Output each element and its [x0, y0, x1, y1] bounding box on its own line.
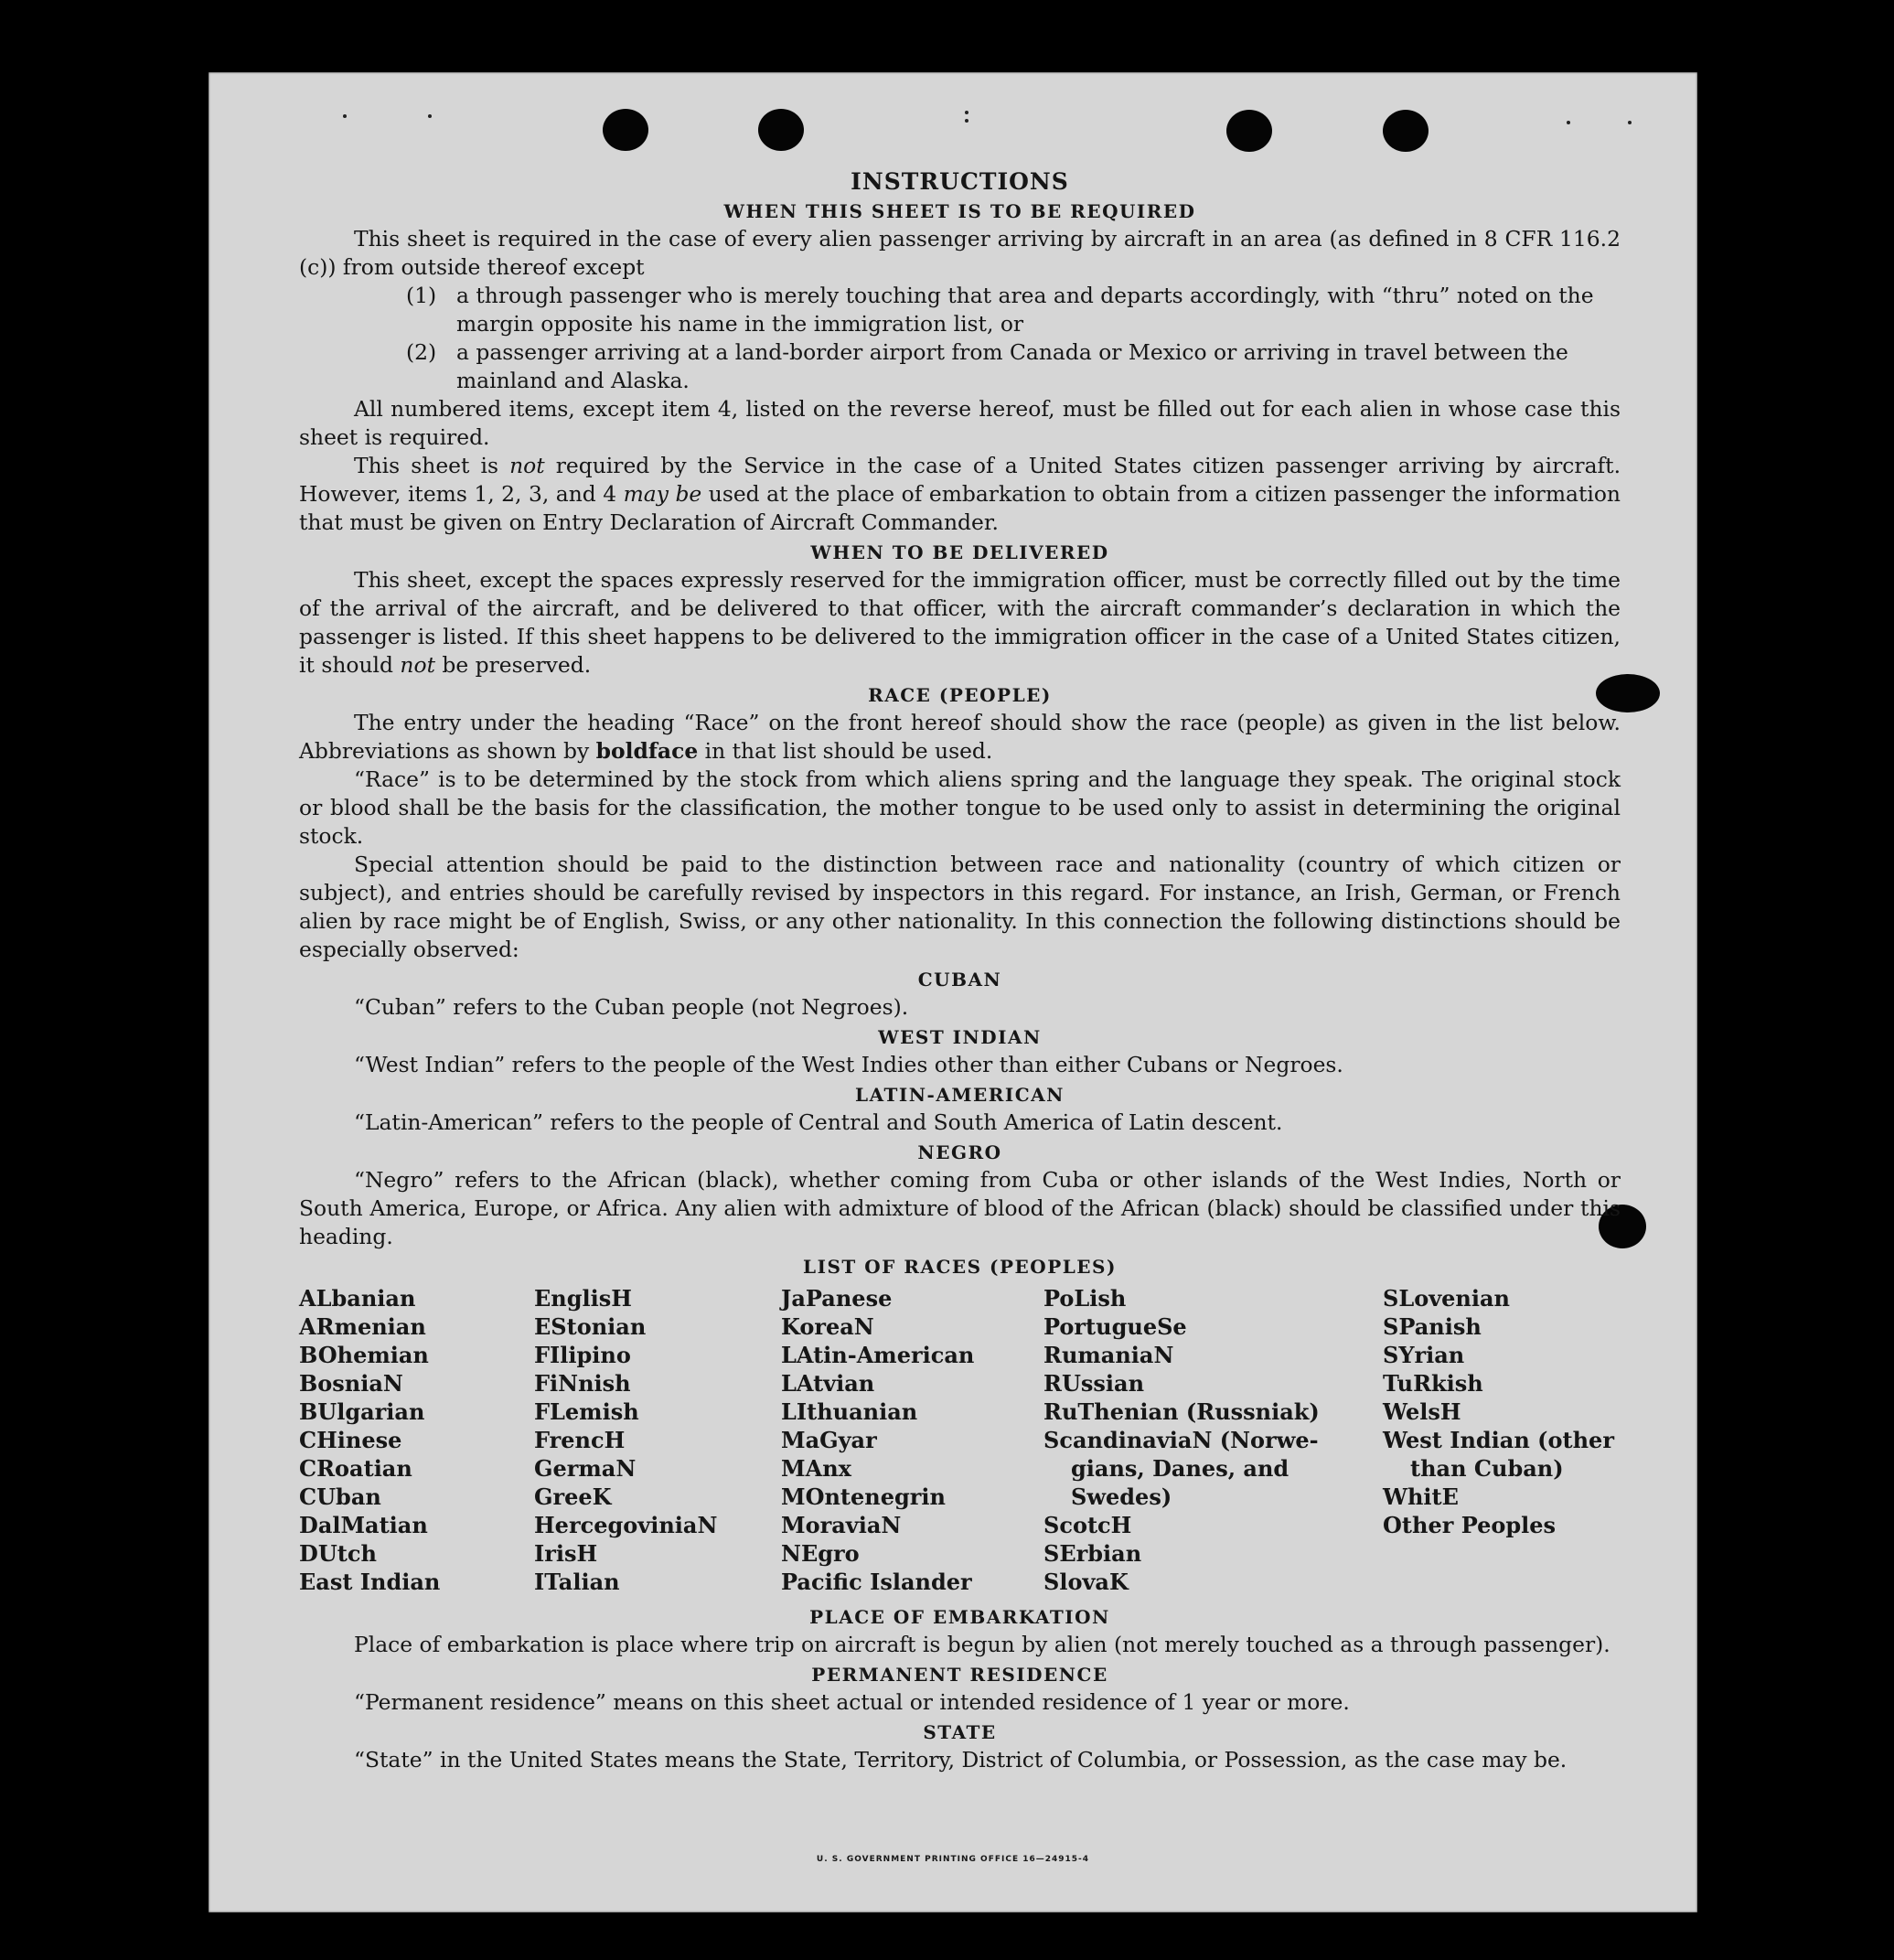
heading-permanent-residence: PERMANENT RESIDENCE: [811, 1664, 1108, 1686]
race-entry: FIlipino: [534, 1342, 631, 1368]
race-entry: IrisH: [534, 1540, 598, 1567]
race-entry: East Indian: [299, 1569, 441, 1595]
race-entry: SLovenian: [1383, 1285, 1510, 1312]
west-indian-definition: “West Indian” refers to the people of the West Indies other than either Cubans or Negroes.: [354, 1052, 1343, 1077]
race-entry: NEgro: [781, 1540, 860, 1567]
speck: [428, 114, 432, 118]
heading-when-required: WHEN THIS SHEET IS TO BE REQUIRED: [723, 200, 1196, 222]
race-entry: BUlgarian: [299, 1398, 425, 1425]
race-entry: LIthuanian: [781, 1398, 918, 1425]
race-entry: FLemish: [534, 1398, 639, 1425]
race-paragraph-3: Special attention should be paid to the distinction between race and nationality (country of which citizen or subject), and entries should be carefully revised by inspectors in this regard. For instance, an Irish, German, or French alien by race might be of English, Swiss, or any other nationality. In this connection the following distinctions should be especially observed:: [299, 851, 1621, 962]
races-list: [299, 1284, 1621, 1596]
embarkation-definition: Place of embarkation is place where trip on aircraft is begun by alien (not merely touched as a through passenger).: [354, 1632, 1610, 1657]
heading-cuban: CUBAN: [917, 969, 1002, 991]
race-entry: TuRkish: [1383, 1370, 1483, 1397]
race-entry: GermaN: [534, 1455, 637, 1482]
punch-hole: [758, 109, 804, 151]
race-entry: LAtin-American: [781, 1342, 975, 1368]
negro-definition: “Negro” refers to the African (black), whether coming from Cuba or other islands of the West Indies, North or South America, Europe, or Africa. Any alien with admixture of blood of the African (black) should be classified under this heading.: [299, 1167, 1621, 1249]
race-entry: SlovaK: [1043, 1569, 1129, 1595]
state-definition: “State” in the United States means the State, Territory, District of Columbia, or Possession, as the case may be.: [354, 1747, 1568, 1773]
speck: [1628, 121, 1632, 124]
race-entry: ScotcH: [1043, 1512, 1132, 1538]
race-entry: MAnx: [781, 1455, 851, 1482]
cuban-definition: “Cuban” refers to the Cuban people (not Negroes).: [354, 994, 909, 1020]
speck: [343, 114, 347, 118]
race-entry: ITalian: [534, 1569, 620, 1595]
race-entry: DalMatian: [299, 1512, 428, 1538]
required-intro: This sheet is required in the case of every alien passenger arriving by aircraft in an area (as defined in 8 CFR 116.2 (c)) from outside thereof except: [299, 226, 1621, 280]
race-entry: PoLish: [1043, 1285, 1127, 1312]
race-paragraph-1: The entry under the heading “Race” on the front hereof should show the race (people) as given in the list below. Abbreviations as shown by boldface in that list should be used.: [299, 710, 1621, 764]
heading-latin-american: LATIN-AMERICAN: [855, 1084, 1065, 1106]
race-entry: LAtvian: [781, 1370, 875, 1397]
race-entry-continued: Swedes): [1071, 1483, 1172, 1510]
residence-definition: “Permanent residence” means on this sheet actual or intended residence of 1 year or more.: [354, 1689, 1350, 1715]
speck: [965, 119, 968, 123]
numbered-items-paragraph: All numbered items, except item 4, listed on the reverse hereof, must be filled out for each alien in whose case this sheet is required.: [299, 396, 1621, 450]
races-column: [1383, 1284, 1621, 1596]
exception-item: [299, 282, 1621, 338]
race-entry: MaGyar: [781, 1427, 877, 1453]
heading-negro: NEGRO: [917, 1141, 1002, 1163]
race-entry: PortugueSe: [1043, 1313, 1187, 1340]
punch-hole: [603, 109, 648, 151]
races-column: [534, 1284, 781, 1596]
heading-place-of-embarkation: PLACE OF EMBARKATION: [809, 1606, 1110, 1628]
race-entry: DUtch: [299, 1540, 377, 1567]
item-text: a through passenger who is merely touching that area and departs accordingly, with “thru” noted on the margin opposite his name in the immigration list, or: [456, 283, 1594, 337]
race-entry-continued: than Cuban): [1410, 1455, 1564, 1482]
race-entry: MoraviaN: [781, 1512, 902, 1538]
race-entry: BosniaN: [299, 1370, 403, 1397]
race-entry: FrencH: [534, 1427, 626, 1453]
race-entry-continued: gians, Danes, and: [1071, 1455, 1289, 1482]
item-number: (2): [406, 339, 437, 365]
instruction-sheet: [209, 72, 1697, 1912]
race-entry: EnglisH: [534, 1285, 632, 1312]
race-entry: BOhemian: [299, 1342, 429, 1368]
race-entry: West Indian (other: [1383, 1427, 1614, 1453]
race-entry: ARmenian: [299, 1313, 426, 1340]
race-entry: KoreaN: [781, 1313, 874, 1340]
title-instructions: INSTRUCTIONS: [851, 168, 1069, 195]
punch-hole: [1383, 110, 1429, 152]
race-entry: EStonian: [534, 1313, 647, 1340]
speck: [965, 111, 968, 114]
latin-american-definition: “Latin-American” refers to the people of Central and South America of Latin descent.: [354, 1109, 1283, 1135]
race-entry: HercegoviniaN: [534, 1512, 718, 1538]
race-entry: WhitE: [1383, 1483, 1459, 1510]
race-entry: WelsH: [1383, 1398, 1461, 1425]
race-entry: SYrian: [1383, 1342, 1465, 1368]
heading-when-delivered: WHEN TO BE DELIVERED: [810, 541, 1109, 563]
speck: [1567, 121, 1570, 124]
printing-office-footer: U. S. GOVERNMENT PRINTING OFFICE 16—24915-4: [816, 1855, 1090, 1864]
race-entry: JaPanese: [781, 1285, 893, 1312]
citizen-paragraph: This sheet is not required by the Service in the case of a United States citizen passenger arriving by aircraft. However, items 1, 2, 3, and 4 may be used at the place of embarkation to obtain from a citizen passenger the information that must be given on Entry Declaration of Aircraft Commander.: [299, 453, 1621, 535]
sheet-content: [299, 167, 1621, 1774]
exception-item: [299, 338, 1621, 395]
race-paragraph-2: “Race” is to be determined by the stock from which aliens spring and the language they speak. The original stock or blood shall be the basis for the classification, the mother tongue to be used only to assist in determining the original stock.: [299, 766, 1621, 849]
race-entry: CUban: [299, 1483, 381, 1510]
races-column: [1043, 1284, 1383, 1596]
heading-list-of-races: LIST OF RACES (PEOPLES): [803, 1256, 1117, 1278]
heading-west-indian: WEST INDIAN: [878, 1026, 1042, 1048]
heading-race: RACE (PEOPLE): [868, 684, 1052, 706]
races-column: [781, 1284, 1043, 1596]
race-entry: SErbian: [1043, 1540, 1142, 1567]
punch-hole: [1226, 110, 1272, 152]
race-entry: CRoatian: [299, 1455, 412, 1482]
race-entry: SPanish: [1383, 1313, 1482, 1340]
race-entry: Other Peoples: [1383, 1512, 1557, 1538]
race-entry: MOntenegrin: [781, 1483, 946, 1510]
race-entry: ScandinaviaN (Norwe-: [1043, 1427, 1319, 1453]
race-entry: RumaniaN: [1043, 1342, 1174, 1368]
race-entry: GreeK: [534, 1483, 612, 1510]
races-column: [299, 1284, 534, 1596]
race-entry: RuThenian (Russniak): [1043, 1398, 1320, 1425]
item-number: (1): [406, 283, 437, 308]
race-entry: FiNnish: [534, 1370, 631, 1397]
item-text: a passenger arriving at a land-border airport from Canada or Mexico or arriving in travel between the mainland and Alaska.: [456, 339, 1568, 393]
race-entry: Pacific Islander: [781, 1569, 972, 1595]
race-entry: ALbanian: [299, 1285, 416, 1312]
delivered-paragraph: This sheet, except the spaces expressly reserved for the immigration officer, must be correctly filled out by the time of the arrival of the aircraft, and be delivered to that officer, with the aircraft commander’s declaration in which the passenger is listed. If this sheet happens to be delivered to the immigration officer in the case of a United States citizen, it should not be preserved.: [299, 567, 1621, 678]
race-entry: RUssian: [1043, 1370, 1145, 1397]
race-entry: CHinese: [299, 1427, 402, 1453]
heading-state: STATE: [923, 1721, 997, 1743]
